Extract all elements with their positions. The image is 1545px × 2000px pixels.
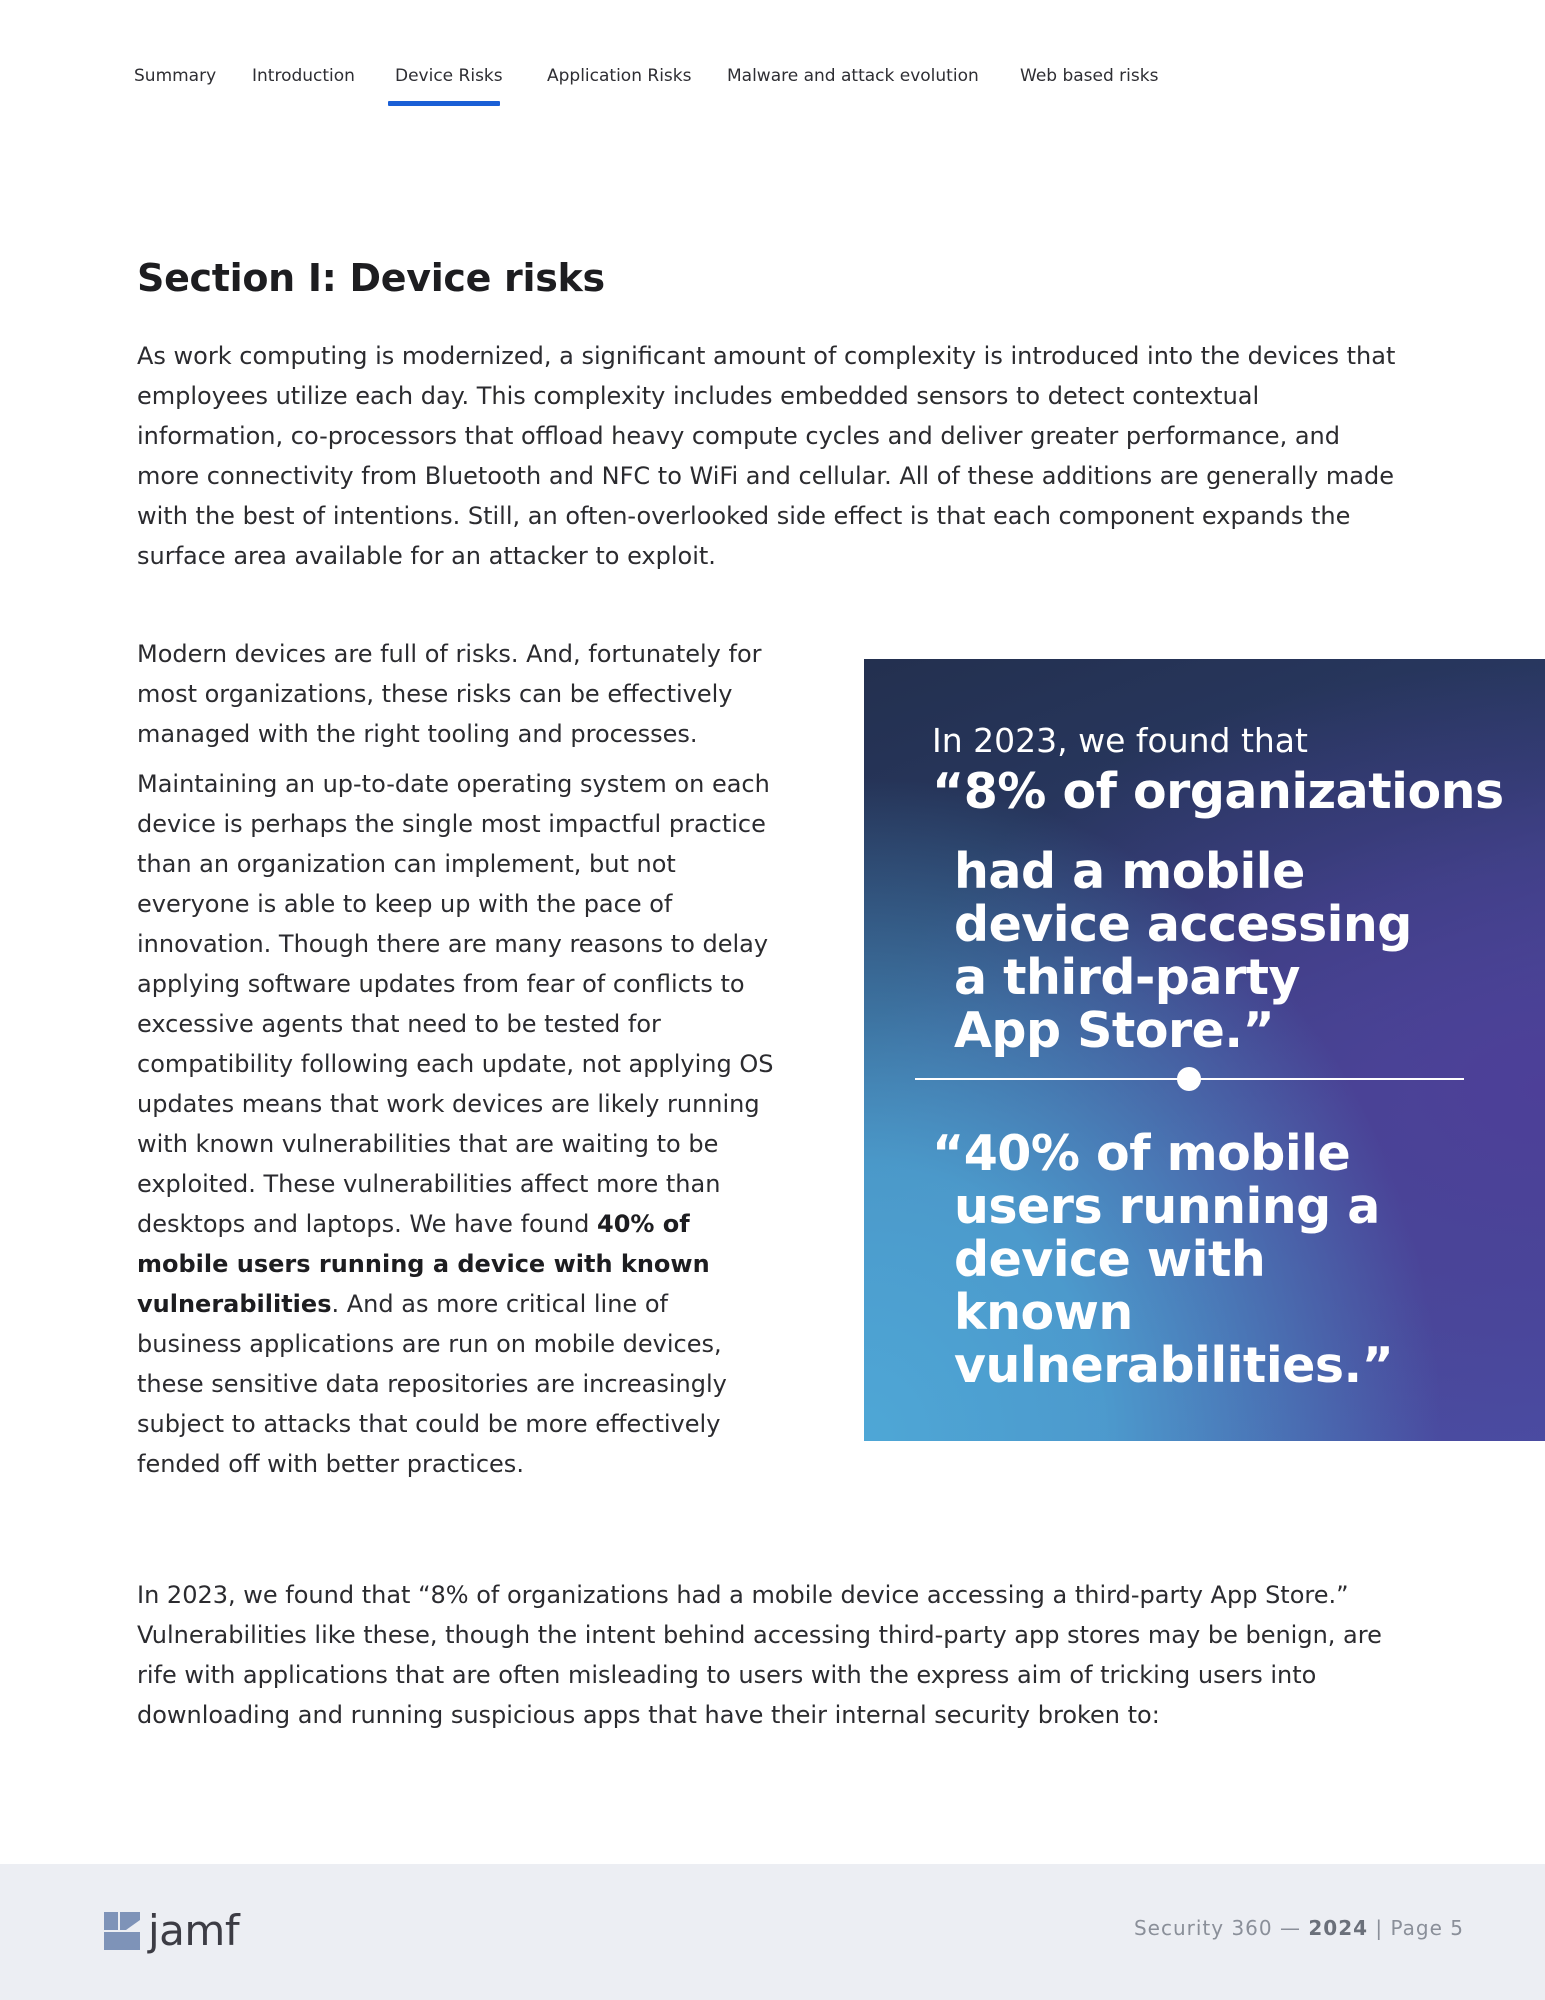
top-navigation bbox=[0, 56, 1545, 112]
section-title: Section I: Device risks bbox=[137, 256, 605, 300]
jamf-logo bbox=[104, 1908, 244, 1958]
tab-summary[interactable]: Summary bbox=[134, 66, 217, 86]
page-footer bbox=[0, 1864, 1545, 2000]
footer-doc-name: Security 360 — bbox=[1133, 1916, 1301, 1940]
callout-divider-dot-icon bbox=[1177, 1067, 1201, 1091]
vulnerability-stat-highlight: 40% of mobile users running a device with known vulnerabilities bbox=[137, 1210, 710, 1318]
jamf-logo-text: jamf bbox=[148, 1906, 240, 1955]
jamf-logo-mark-icon bbox=[104, 1912, 140, 1950]
intro-paragraph: As work computing is modernized, a significant amount of complexity is introduced into the devices that employees utilize each day. This complexity includes embedded sensors to detect contextual information, co-processors that offload heavy compute cycles and deliver greater performance, and more connectivity from Bluetooth and NFC to WiFi and cellular. All of these additions are generally made with the best of intentions. Still, an often-overlooked side effect is that each component expands the surface area available for an attacker to exploit. bbox=[137, 342, 1396, 570]
tab-web-based-risks[interactable]: Web based risks bbox=[1020, 66, 1159, 86]
callout-quote-1-rest: had a mobile device accessing a third-party App Store.” bbox=[954, 843, 1412, 1059]
footer-year: 2024 bbox=[1308, 1916, 1369, 1940]
callout-quote-1-first-line: “8% of organizations bbox=[932, 763, 1504, 820]
footer-page-info bbox=[1134, 1916, 1464, 1940]
footer-page-number: | Page 5 bbox=[1375, 1916, 1464, 1940]
active-tab-indicator bbox=[388, 101, 500, 106]
left-paragraph-2-text-b: . And as more critical line of business applications are run on mobile devices, these sensitive data repositories are increasingly subject to attacks that could be more effectively fended off with better practices. bbox=[137, 1290, 727, 1478]
stats-callout-panel bbox=[864, 659, 1545, 1441]
callout-quote-2-rest: users running a device with known vulnerabilities.” bbox=[954, 1178, 1394, 1394]
tab-introduction[interactable]: Introduction bbox=[252, 66, 355, 86]
left-paragraph-2-text-a: Maintaining an up-to-date operating system on each device is perhaps the single most impactful practice than an organization can implement, but not everyone is able to keep up with the pace of innovation. Though there are many reasons to delay applying software updates from fear of conflicts to excessive agents that need to be tested for compatibility following each update, not applying OS updates means that work devices are likely running with known vulnerabilities that are waiting to be exploited. These vulnerabilities affect more than desktops and laptops. We have found bbox=[137, 770, 774, 1238]
tab-device-risks[interactable]: Device Risks bbox=[395, 66, 503, 86]
callout-lead: In 2023, we found that bbox=[932, 721, 1308, 760]
tab-malware-and-attack-evolution[interactable]: Malware and attack evolution bbox=[727, 66, 979, 86]
left-paragraph-1: Modern devices are full of risks. And, fortunately for most organizations, these risks can be effectively managed with the right tooling and processes. bbox=[137, 640, 762, 748]
tab-application-risks[interactable]: Application Risks bbox=[547, 66, 692, 86]
left-paragraph-2 bbox=[137, 764, 777, 1484]
callout-quote-2 bbox=[932, 1127, 1452, 1392]
callout-quote-2-first-line: “40% of mobile bbox=[932, 1125, 1351, 1182]
bottom-paragraph: In 2023, we found that “8% of organizations had a mobile device accessing a third-party App Store.” Vulnerabilities like these, though the intent behind accessing third-party app stores may be benign, are rife with applications that are often misleading to users with the express aim of tricking users into downloading and running suspicious apps that have their internal security broken to: bbox=[137, 1581, 1382, 1729]
